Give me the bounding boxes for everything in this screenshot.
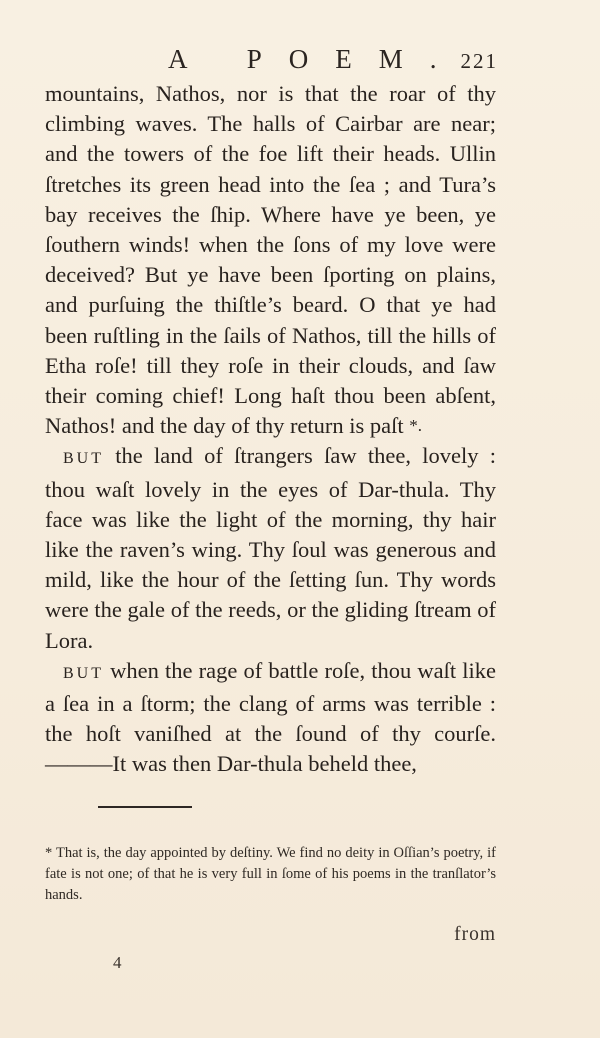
main-text [45, 79, 496, 780]
paragraph-3-lead: BUT [63, 664, 104, 682]
paragraph-2-text: the land of ſtrangers ſaw thee, lovely : thou waſt lovely in the eyes of Dar-thula. Thy face was like the light of the morning, thy hair like the raven’s wing. Thy ſoul was generous and mild, like the hour of the ſetting ſun. Thy words were the gale of the reeds, or the gliding ſtream of Lora. [45, 443, 496, 653]
running-head [0, 44, 600, 80]
catchword: from [454, 924, 496, 945]
footnote-marker: * [45, 845, 53, 861]
signature-mark: 4 [113, 953, 122, 972]
page-number: 221 [460, 49, 498, 73]
paragraph-3-text: when the rage of battle roſe, thou waſt like a ſea in a ſtorm; the clang of arms was terrible : the hoſt vaniſhed at the ſound of thy courſe.———It was then Dar-thula beheld thee, [45, 657, 496, 777]
paragraph-1 [45, 79, 496, 441]
footnote-reference: *. [409, 416, 423, 436]
paragraph-3 [45, 656, 496, 780]
footnote [45, 843, 496, 906]
footnote-text: That is, the day appointed by deſtiny. We find no deity in Oſſian’s poetry, if fate is not one; of that he is very full in ſome of his poems in the tranſlator’s hands. [45, 845, 496, 903]
footnote-separator [98, 806, 192, 808]
paragraph-1-text: mountains, Nathos, nor is that the roar of thy climbing waves. The halls of Cairbar are near; and the towers of the foe lift their heads. Ullin ſtretches its green head into the ſea ; and Tura’s bay receives the ſhip. Where have ye been, ye ſouthern winds! when the ſons of my love were deceived? But ye have been ſporting on plains, and purſuing the thiſtle’s beard. O that ye had been ruſtling in the ſails of Nathos, till the hills of Etha roſe! till they roſe in their clouds, and ſaw their coming chief! Long haſt thou been abſent, Nathos! and the day of thy return is paſt [45, 81, 496, 439]
paragraph-2 [45, 441, 496, 655]
running-title: A POEM. [168, 44, 464, 74]
paragraph-2-lead: BUT [63, 450, 104, 468]
